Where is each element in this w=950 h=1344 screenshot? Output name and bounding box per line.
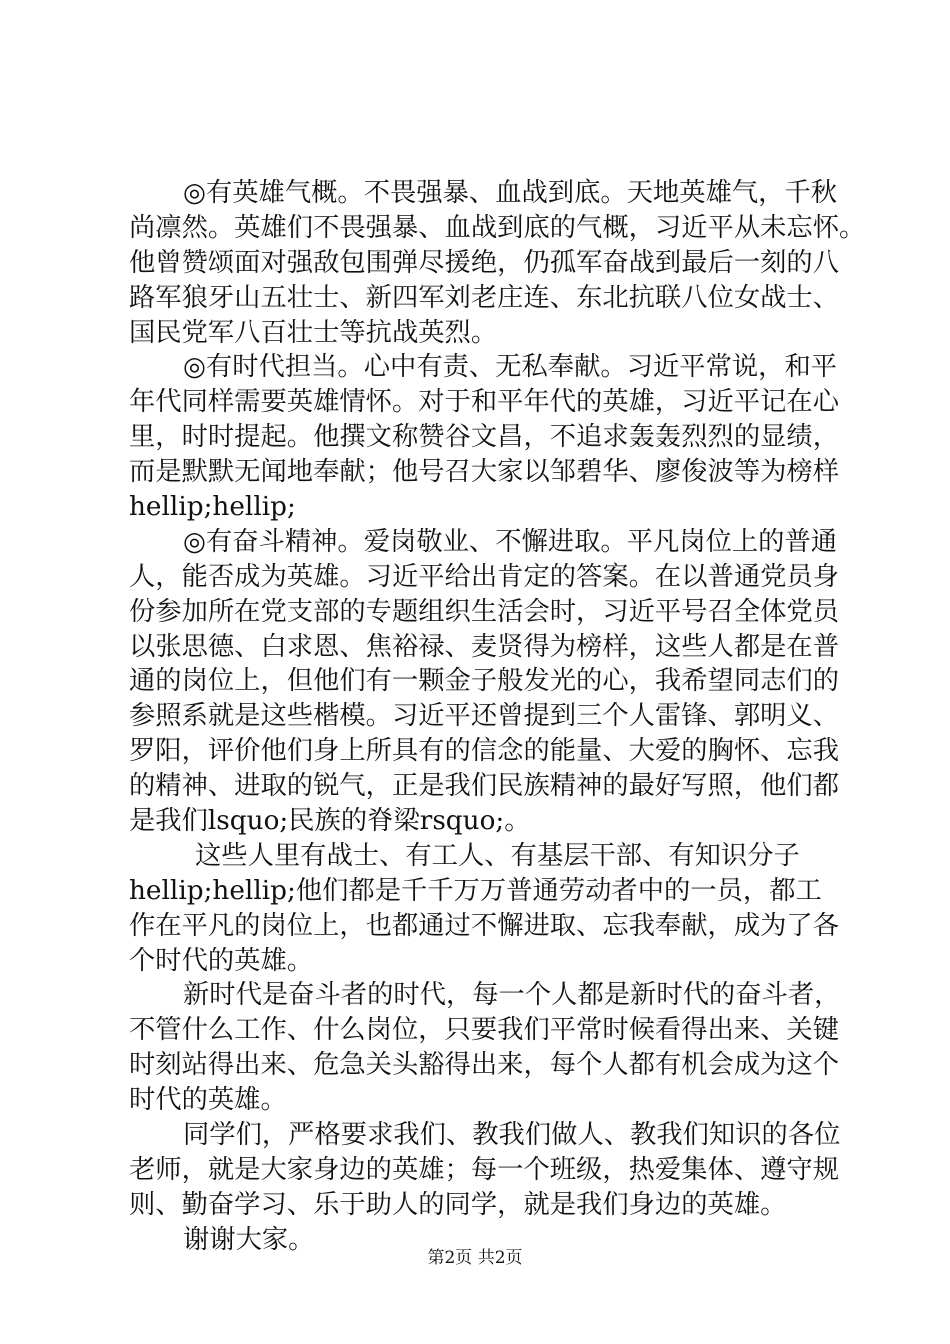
paragraph-heroic-spirit-line-1: ◎有英雄气概。不畏强暴、血战到底。天地英雄气，千秋 (183, 178, 838, 208)
paragraph-era-duty-line-3: 里，时时提起。他撰文称赞谷文昌，不追求轰轰烈烈的显绩， (129, 422, 840, 453)
paragraph-striving-line-5: 通的岗位上，但他们有一颗金子般发光的心，我希望同志们的 (129, 666, 840, 697)
paragraph-era-duty-line-2: 年代同样需要英雄情怀。对于和平年代的英雄，习近平记在心 (129, 387, 840, 418)
paragraph-striving-line-2: 人，能否成为英雄。习近平给出肯定的答案。在以普通党员身 (129, 561, 840, 592)
paragraph-ordinary-people-line-1: 这些人里有战士、有工人、有基层干部、有知识分子 (195, 840, 800, 871)
paragraph-era-duty-line-5: hellip;hellip; (129, 492, 296, 523)
paragraph-striving-line-4: 以张思德、白求恩、焦裕禄、麦贤得为榜样，这些人都是在普 (129, 631, 840, 662)
paragraph-ordinary-people-line-3: 作在平凡的岗位上，也都通过不懈进取、忘我奉献，成为了各 (129, 910, 840, 941)
paragraph-heroic-spirit-line-4: 路军狼牙山五壮士、新四军刘老庄连、东北抗联八位女战士、 (129, 282, 840, 313)
paragraph-new-era-line-2: 不管什么工作、什么岗位，只要我们平常时候看得出来、关键 (129, 1015, 840, 1046)
paragraph-heroic-spirit-line-5: 国民党军八百壮士等抗战英烈。 (129, 317, 498, 348)
paragraph-new-era-line-4: 时代的英雄。 (129, 1085, 287, 1116)
paragraph-ordinary-people-line-4: 个时代的英雄。 (129, 945, 314, 976)
paragraph-heroic-spirit-line-2: 尚凛然。英雄们不畏强暴、血战到底的气概，习近平从未忘怀。 (129, 212, 866, 243)
paragraph-era-duty-line-4: 而是默默无闻地奉献；他号召大家以邹碧华、廖俊波等为榜样 (129, 457, 840, 488)
paragraph-classmates-line-3: 则、勤奋学习、乐于助人的同学，就是我们身边的英雄。 (129, 1189, 787, 1220)
paragraph-striving-line-7: 罗阳，评价他们身上所具有的信念的能量、大爱的胸怀、忘我 (129, 736, 840, 767)
paragraph-striving-line-3: 份参加所在党支部的专题组织生活会时，习近平号召全体党员 (129, 596, 840, 627)
paragraph-classmates-line-2: 老师，就是大家身边的英雄；每一个班级，热爱集体、遵守规 (129, 1154, 840, 1185)
paragraph-closing-thanks: 谢谢大家。 (183, 1224, 315, 1255)
paragraph-striving-line-6: 参照系就是这些楷模。习近平还曾提到三个人雷锋、郭明义、 (129, 701, 840, 732)
paragraph-era-duty-line-1: ◎有时代担当。心中有责、无私奉献。习近平常说，和平 (183, 352, 838, 383)
paragraph-striving-line-9: 是我们lsquo;民族的脊梁rsquo;。 (129, 806, 531, 837)
paragraph-heroic-spirit-line-3: 他曾赞颂面对强敌包围弹尽援绝，仍孤军奋战到最后一刻的八 (129, 247, 840, 278)
paragraph-ordinary-people-line-2: hellip;hellip;他们都是千千万万普通劳动者中的一员，都工 (129, 875, 822, 906)
paragraph-striving-line-8: 的精神、进取的锐气，正是我们民族精神的最好写照，他们都 (129, 771, 840, 802)
paragraph-new-era-line-1: 新时代是奋斗者的时代，每一个人都是新时代的奋斗者， (183, 980, 841, 1011)
document-body (129, 176, 866, 1258)
paragraph-new-era-line-3: 时刻站得出来、危急关头豁得出来，每个人都有机会成为这个 (129, 1050, 840, 1081)
page-footer-number: 第2页 共2页 (427, 1248, 523, 1268)
paragraph-classmates-line-1: 同学们，严格要求我们、教我们做人、教我们知识的各位 (183, 1120, 841, 1151)
paragraph-striving-line-1: ◎有奋斗精神。爱岗敬业、不懈进取。平凡岗位上的普通 (183, 526, 838, 557)
